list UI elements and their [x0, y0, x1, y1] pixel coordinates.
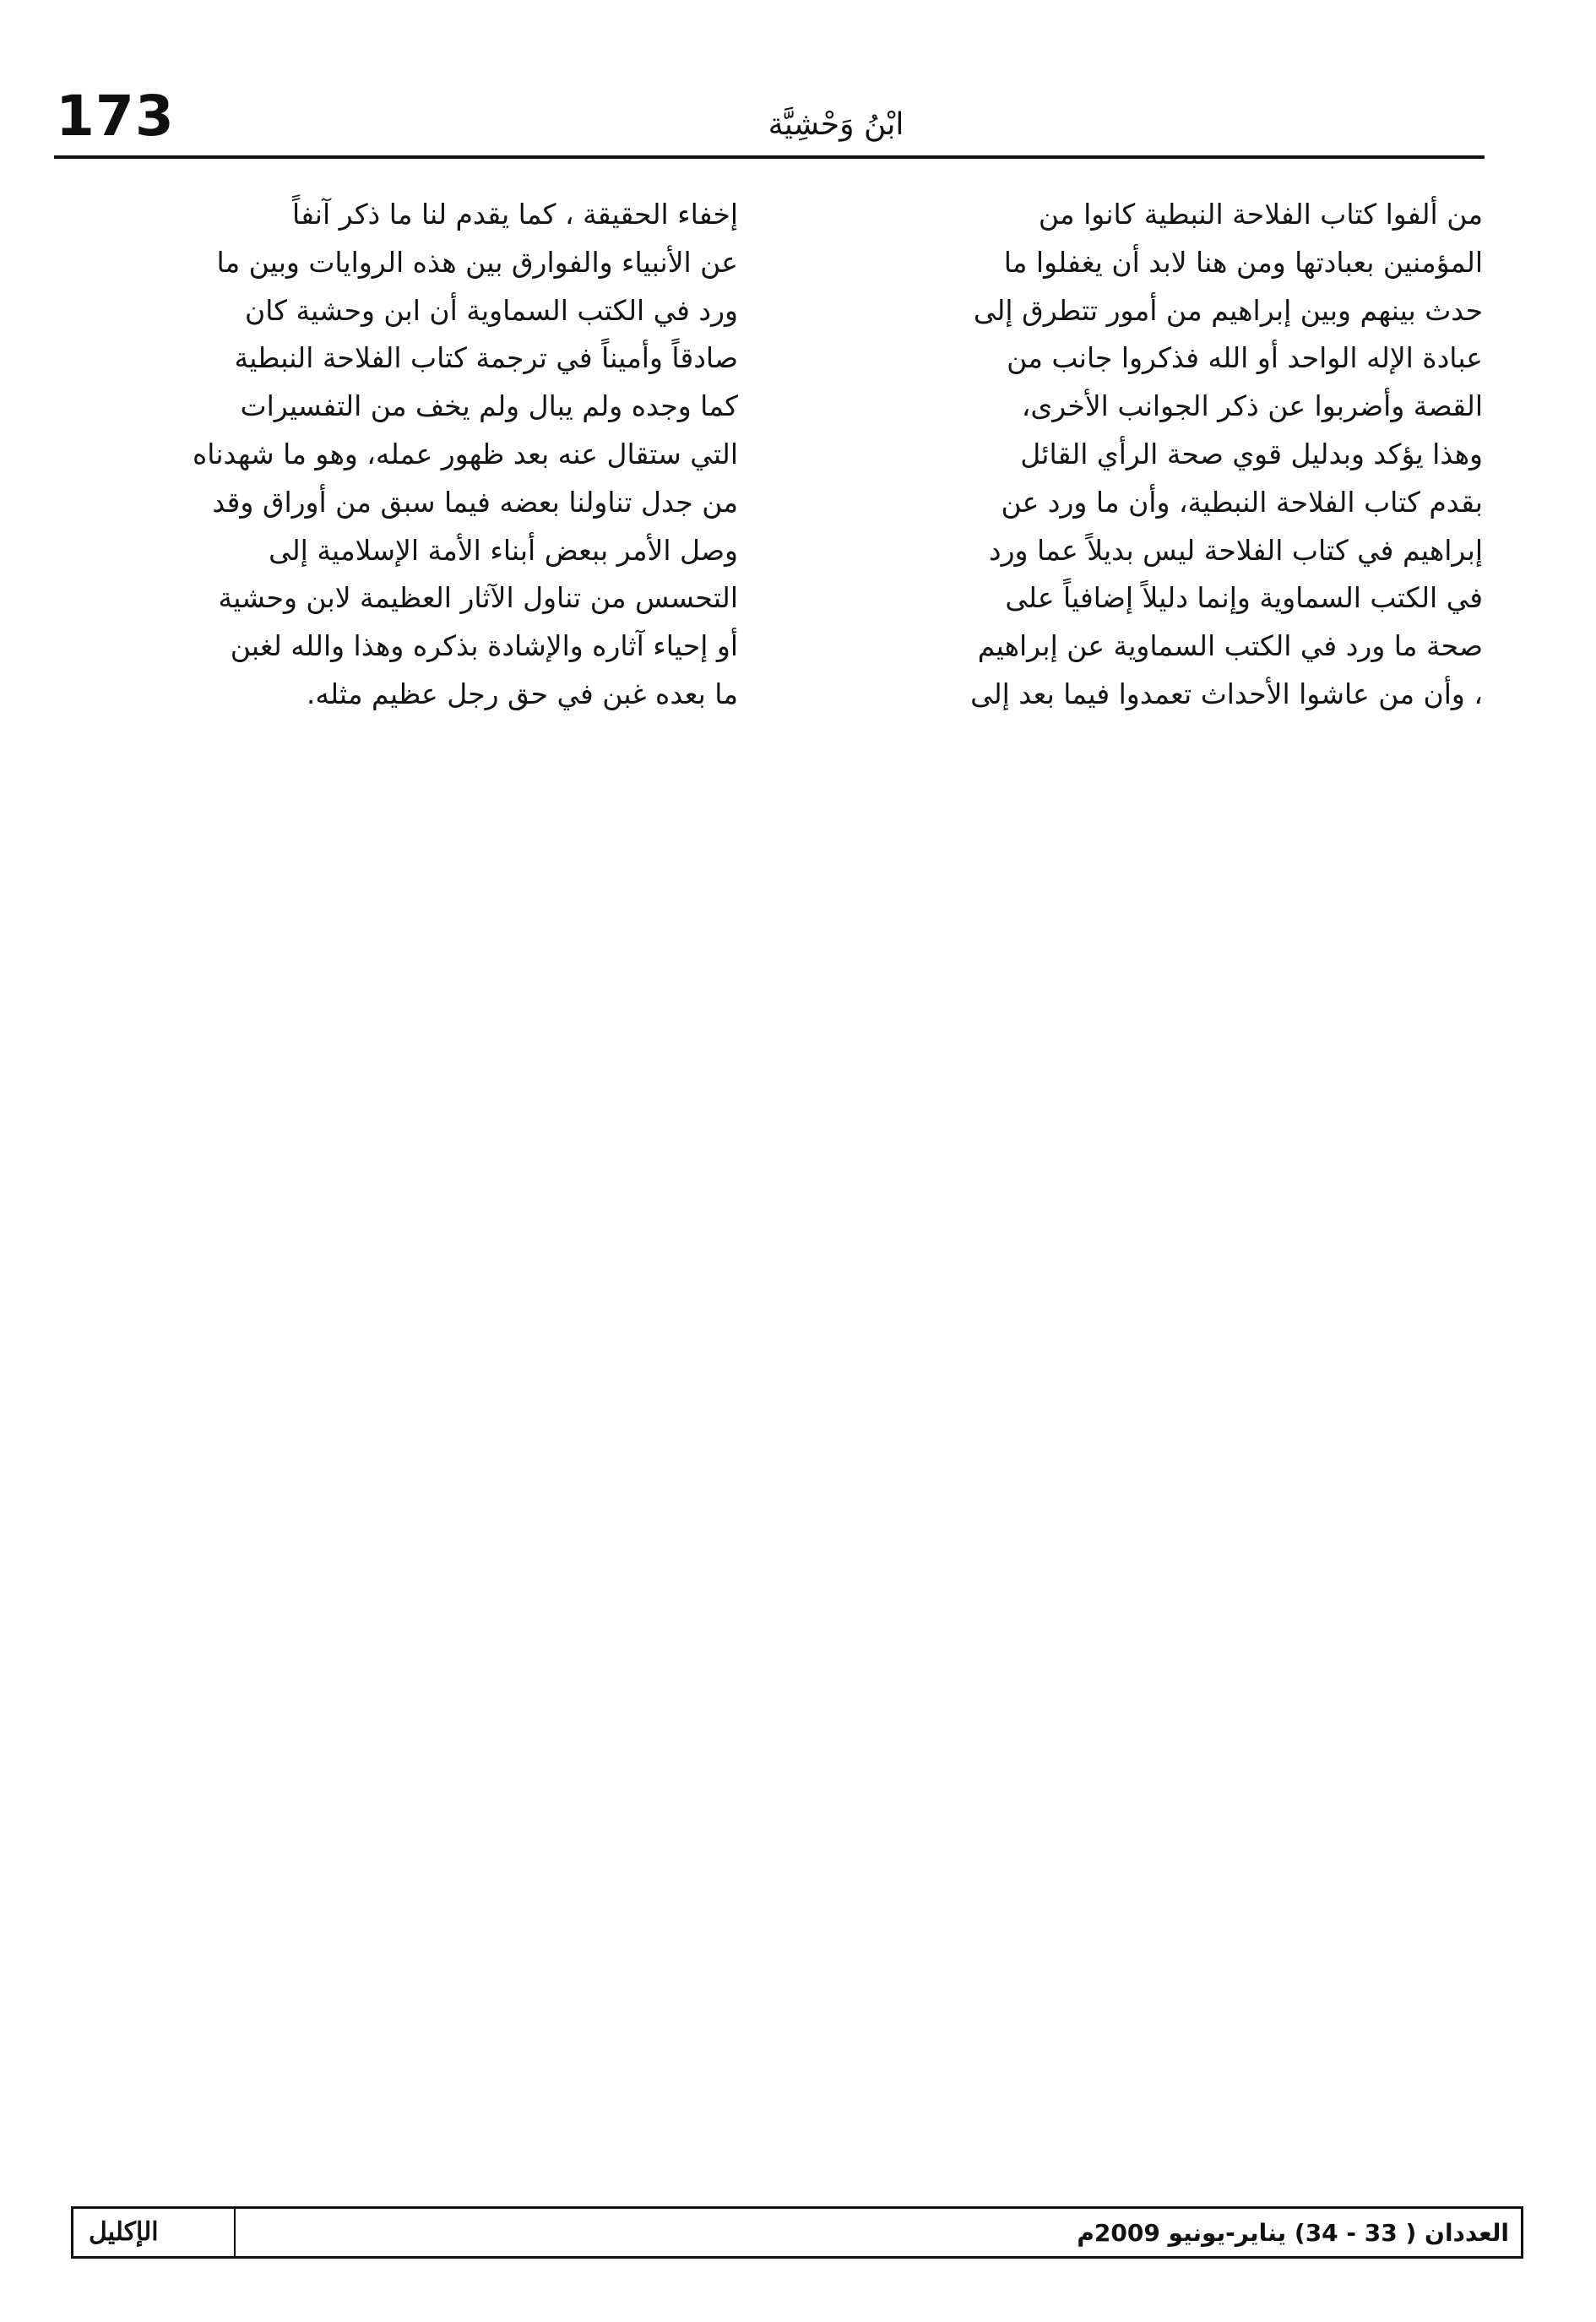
text-column-right: [824, 191, 1483, 719]
text-line: أو إحياء آثاره والإشادة بذكره وهذا والله لغبن: [230, 629, 738, 663]
text-line: صحة ما ورد في الكتب السماوية عن إبراهيم: [977, 629, 1483, 663]
text-line: القصة وأضربوا عن ذكر الجوانب الأخرى،: [1021, 389, 1483, 423]
text-line: صادقاً وأميناً في ترجمة كتاب الفلاحة النبطية: [234, 341, 738, 375]
page-number: 173: [56, 84, 175, 149]
text-line: ما بعده غبن في حق رجل عظيم مثله.: [306, 677, 738, 710]
header-rule: [54, 155, 1485, 159]
text-column-left: [62, 191, 738, 719]
text-line: إخفاء الحقيقة ، كما يقدم لنا ما ذكر آنفاً: [292, 198, 738, 231]
text-line: من جدل تناولنا بعضه فيما سبق من أوراق وقد: [212, 485, 738, 519]
text-line: كما وجده ولم يبال ولم يخف من التفسيرات: [240, 389, 738, 423]
text-line: المؤمنين بعبادتها ومن هنا لابد أن يغفلوا ما: [1003, 245, 1483, 279]
text-line: إبراهيم في كتاب الفلاحة ليس بديلاً عما ورد: [988, 533, 1483, 567]
text-line: وهذا يؤكد وبدليل قوي صحة الرأي القائل: [1020, 437, 1483, 470]
running-title: ابْنُ وَحْشِيَّة: [768, 107, 904, 142]
text-line: عن الأنبياء والفوارق بين هذه الروايات وبين ما: [216, 245, 738, 279]
issue-info: العددان ( 33 - 34) يناير-يونيو 2009م: [1077, 2219, 1509, 2247]
text-line: ورد في الكتب السماوية أن ابن وحشية كان: [245, 293, 738, 327]
text-line: ، وأن من عاشوا الأحداث تعمدوا فيما بعد إلى: [970, 677, 1483, 710]
text-line: بقدم كتاب الفلاحة النبطية، وأن ما ورد عن: [1001, 485, 1483, 519]
text-line: التحسس من تناول الآثار العظيمة لابن وحشية: [218, 581, 738, 615]
text-line: وصل الأمر ببعض أبناء الأمة الإسلامية إلى: [269, 533, 738, 567]
footer-divider: [234, 2209, 236, 2256]
text-line: التي ستقال عنه بعد ظهور عمله، وهو ما شهدناه: [192, 437, 738, 470]
text-line: عبادة الإله الواحد أو الله فذكروا جانب من: [1007, 341, 1483, 375]
text-line: من ألفوا كتاب الفلاحة النبطية كانوا من: [1038, 198, 1483, 231]
text-line: حدث بينهم وبين إبراهيم من أمور تتطرق إلى: [973, 293, 1483, 327]
text-line: في الكتب السماوية وإنما دليلاً إضافياً على: [1005, 581, 1483, 615]
magazine-logo: الإكليل: [89, 2217, 159, 2247]
footer-bar: [71, 2206, 1523, 2259]
